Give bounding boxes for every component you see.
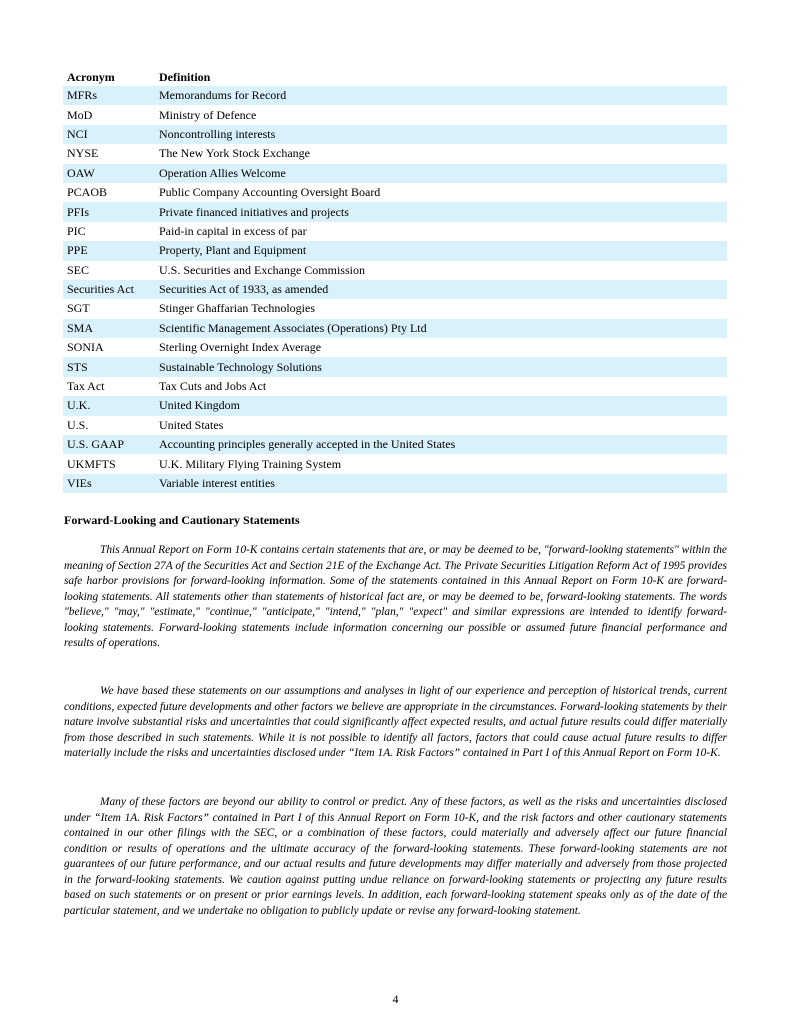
definition-cell: Public Company Accounting Oversight Board xyxy=(159,185,381,200)
acronym-cell: UKMFTS xyxy=(67,456,116,471)
definition-cell: Scientific Management Associates (Operations) Pty Ltd xyxy=(155,319,727,338)
acronym-cell: SONIA xyxy=(67,340,104,355)
table-row xyxy=(63,222,727,241)
table-row xyxy=(63,377,727,396)
definition-cell: Sterling Overnight Index Average xyxy=(159,340,322,355)
definition-cell: Operation Allies Welcome xyxy=(155,164,727,183)
table-row xyxy=(63,105,727,124)
definition-cell: Variable interest entities xyxy=(155,474,727,493)
definition-cell: The New York Stock Exchange xyxy=(159,146,310,161)
table-row xyxy=(63,280,727,299)
acronym-table xyxy=(63,68,727,493)
table-row xyxy=(63,357,727,376)
table-row xyxy=(63,164,727,183)
table-row xyxy=(63,261,727,280)
definition-cell: Accounting principles generally accepted in the United States xyxy=(155,435,727,454)
acronym-cell: PCAOB xyxy=(67,185,108,200)
table-row xyxy=(63,144,727,163)
table-row xyxy=(63,202,727,221)
definition-cell: Paid-in capital in excess of par xyxy=(159,223,307,238)
table-row xyxy=(63,86,727,105)
definition-cell: United Kingdom xyxy=(155,396,727,415)
acronym-table-body xyxy=(63,86,727,493)
definition-cell: Tax Cuts and Jobs Act xyxy=(159,379,267,394)
acronym-cell: PIC xyxy=(67,223,86,238)
definition-cell: United States xyxy=(159,417,224,432)
page-number: 4 xyxy=(392,992,399,1006)
definition-cell: Securities Act of 1933, as amended xyxy=(155,280,727,299)
definition-cell: Private financed initiatives and projects xyxy=(155,202,727,221)
table-row xyxy=(63,299,727,318)
acronym-cell: STS xyxy=(63,357,155,376)
definition-cell: Property, Plant and Equipment xyxy=(155,241,727,260)
definition-column-header: Definition xyxy=(159,69,211,84)
definition-cell: U.K. Military Flying Training System xyxy=(159,456,342,471)
section-title: Forward-Looking and Cautionary Statements xyxy=(64,513,300,527)
definition-cell: Noncontrolling interests xyxy=(155,125,727,144)
table-row xyxy=(63,435,727,454)
definition-cell: Memorandums for Record xyxy=(155,86,727,105)
acronym-cell: VIEs xyxy=(63,474,155,493)
table-row xyxy=(63,474,727,493)
table-row xyxy=(63,183,727,202)
acronym-cell: Securities Act xyxy=(63,280,155,299)
acronym-cell: U.S. xyxy=(67,417,89,432)
acronym-cell: SEC xyxy=(67,262,90,277)
table-row xyxy=(63,338,727,357)
acronym-cell: NCI xyxy=(63,125,155,144)
acronym-cell: MFRs xyxy=(63,86,155,105)
paragraph: We have based these statements on our assumptions and analyses in light of our experience and perception of historical trends, current conditions, expected future developments and other factors we believe are appropriate in the circumstances. Forward-looking statements by their nature involve substantial risks and uncertainties that could significantly affect expected results, and actual future results could differ materially from those described in such statements. While it is not possible to identify all factors, factors that could cause actual future results to differ materially include the risks and uncertainties disclosed under “Item 1A. Risk Factors” contained in Part I of this Annual Report on Form 10-K. xyxy=(64,685,727,759)
table-row xyxy=(63,125,727,144)
definition-cell: Stinger Ghaffarian Technologies xyxy=(159,301,316,316)
definition-cell: Sustainable Technology Solutions xyxy=(155,357,727,376)
acronym-cell: PPE xyxy=(63,241,155,260)
acronym-cell: PFIs xyxy=(63,202,155,221)
paragraph: This Annual Report on Form 10-K contains certain statements that are, or may be deemed to be, "forward-looking statements" within the meaning of Section 27A of the Securities Act and Section 21E of the Exchange Act. The Private Securities Litigation Reform Act of 1995 provides safe harbor provisions for forward-looking information. Some of the statements contained in this Annual Report on Form 10-K are forward-looking statements. All statements other than statements of historical fact are, or may be deemed to be, forward-looking statements. The words "believe," "may," "estimate," "continue," "anticipate," "intend," "plan," "expect" and similar expressions are intended to identify forward-looking statements. Forward-looking statements include information concerning our possible or assumed future financial performance and results of operations. xyxy=(64,544,727,649)
acronym-cell: SMA xyxy=(63,319,155,338)
table-row xyxy=(63,396,727,415)
acronym-cell: MoD xyxy=(67,107,93,122)
definition-cell: Ministry of Defence xyxy=(159,107,257,122)
acronym-cell: U.S. GAAP xyxy=(63,435,155,454)
acronym-cell: SGT xyxy=(67,301,90,316)
table-row xyxy=(63,319,727,338)
acronym-cell: Tax Act xyxy=(67,379,105,394)
table-row xyxy=(63,416,727,435)
acronym-cell: NYSE xyxy=(67,146,99,161)
acronym-cell: U.K. xyxy=(63,396,155,415)
acronym-cell: OAW xyxy=(63,164,155,183)
definition-cell: U.S. Securities and Exchange Commission xyxy=(159,262,365,277)
table-row xyxy=(63,454,727,473)
table-row xyxy=(63,241,727,260)
acronym-table-header xyxy=(63,68,727,86)
acronym-column-header: Acronym xyxy=(67,69,115,84)
paragraph: Many of these factors are beyond our ability to control or predict. Any of these factors, as well as the risks and uncertainties disclosed under “Item 1A. Risk Factors” contained in Part I of this Annual Report on Form 10-K, and the risk factors and other cautionary statements contained in our other filings with the SEC, or a combination of these factors, could materially and adversely affect our future financial condition or results of operations and the ultimate accuracy of the forward-looking statements. These forward-looking statements are not guarantees of our future performance, and our actual results and future developments may differ materially and adversely from those projected in the forward-looking statements. We caution against putting undue reliance on forward-looking statements or projecting any future results based on such statements or on present or prior earnings levels. In addition, each forward-looking statement speaks only as of the date of the particular statement, and we undertake no obligation to publicly update or revise any forward-looking statement. xyxy=(64,796,727,917)
